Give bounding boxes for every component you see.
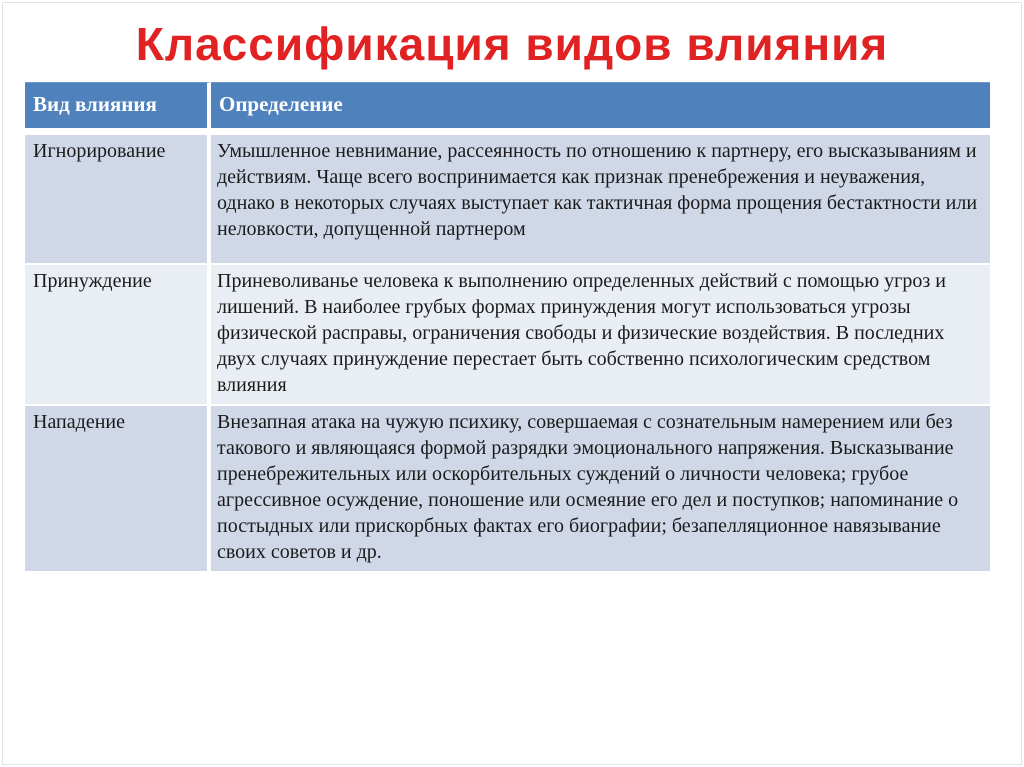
table-row-ignoring (25, 135, 990, 265)
column-header-influence-type: Вид влияния (25, 82, 211, 135)
influence-type-cell: Принуждение (25, 265, 211, 406)
influence-type-cell: Нападение (25, 406, 211, 571)
definition-cell: Умышленное невнимание, рассеянность по отношению к партнеру, его высказываниям и действиям. Чаще всего воспринимается как признак пренебрежения и неуважения, однако в некоторых случаях выступает как тактичная форма прощения бестактности или неловкости, допущенной партнером (211, 135, 990, 265)
definition-cell: Внезапная атака на чужую психику, совершаемая с сознательным намерением или без такового и являющаяся формой разрядки эмоционального напряжения. Высказывание пренебрежительных или оскорбительных суждений о личности человека; грубое агрессивное осуждение, поношение или осмеяние его дел и поступков; напоминание о постыдных или прискорбных фактах его биографии; безапелляционное навязывание своих советов и др. (211, 406, 990, 571)
influence-types-table (25, 82, 990, 571)
table-row-coercion (25, 265, 990, 406)
slide-title: Классификация видов влияния (135, 18, 889, 70)
table-header (25, 82, 990, 135)
column-header-definition: Определение (211, 82, 990, 135)
header-row (25, 82, 990, 135)
table-body (25, 135, 990, 571)
table-row-attack (25, 406, 990, 571)
influence-type-cell: Игнорирование (25, 135, 211, 265)
definition-cell: Приневоливанье человека к выполнению определенных действий с помощью угроз и лишений. В наиболее грубых формах принуждения могут использоваться угрозы физической расправы, ограничения свободы и физические воздействия. В последних двух случаях принуждение перестает быть собственно психологическим средством влияния (211, 265, 990, 406)
